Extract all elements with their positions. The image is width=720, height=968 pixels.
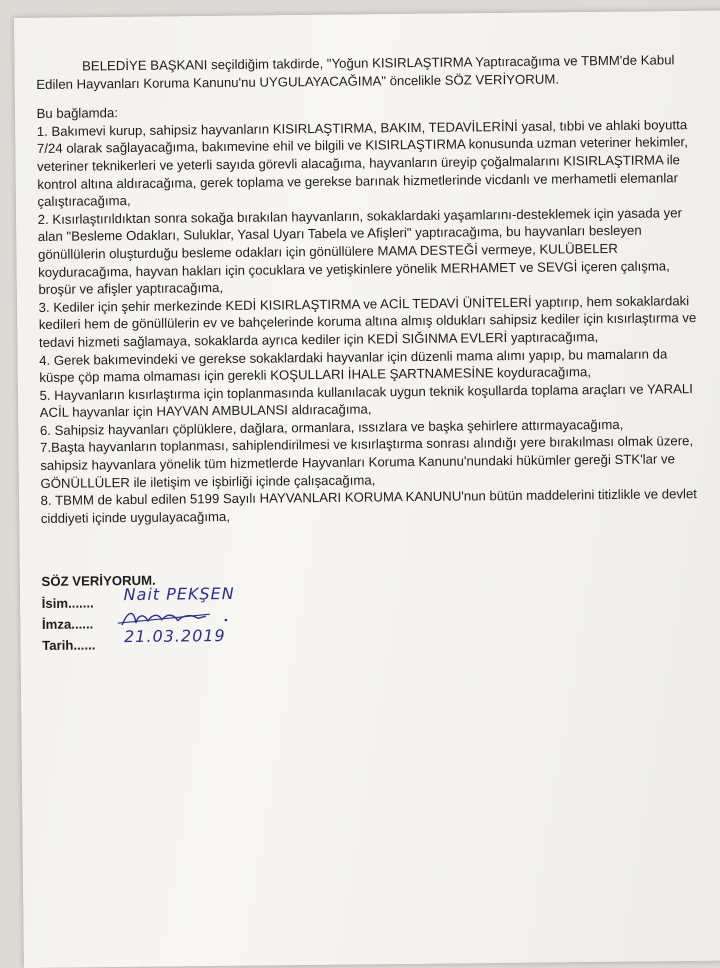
list-item-4: 4. Gerek bakımevindeki ve gerekse sokaklardaki hayvanlar için düzenli mama alımı yapıp, bu mamaların da küspe çöp mama olmaması için gerekli KOŞULLARI İHALE ŞARTNAMESİNE koyduracağıma,: [39, 345, 668, 386]
list-item-7: 7.Başta hayvanların toplanması, sahiplendirilmesi ve kısırlaştırma sonrası alındığı yere bırakılması olmak üzere, sahipsiz hayvanlara yönelik tüm hizmetlerde Hayvanları Koruma Kanunu'nundaki hükümler gereği STK'lar ve GÖNÜLLÜLER ile iletişim ve işbirliği içinde çalışacağıma,: [40, 433, 694, 491]
list-item-5: 5. Hayvanların kısırlaştırma için toplanmasında kullanılacak uygun teknik koşullarda toplama araçları ve YARALI ACİL hayvanlar için HAYVAN AMBULANSI aldıracağıma,: [39, 380, 693, 421]
date-handwritten: 21.03.2019: [123, 626, 226, 647]
list-item-8: 8. TBMM de kabul edilen 5199 Sayılı HAYVANLARI KORUMA KANUNU'nun bütün maddelerini titizlikle ve devlet ciddiyeti içinde uygulayacağıma,: [40, 486, 698, 526]
name-label: İsim.......: [41, 595, 94, 612]
list-item-2: 2. Kısırlaştırıldıktan sonra sokağa bırakılan hayvanların, sokaklardaki yaşamlarını-desteklemek için yasada yer alan "Besleme Odakları, Suluklar, Yasal Uyarı Tabela ve Afişleri" yaptıracağıma, bu hayvanları besleyen gönüllülerin oluşturduğu besleme odakları için gönüllülere MAMA DESTEĞİ vermeye, KULÜBELER koyduracağıma, hayvan hakları için çocuklara ve yetişkinlere yönelik MERHAMET ve SEVGİ içeren çalışma, broşür ve afişler yaptıracağıma,: [37, 204, 683, 298]
document-body: [36, 51, 702, 658]
list-item-3: 3. Kediler için şehir merkezinde KEDİ KISIRLAŞTIRMA ve ACİL TEDAVİ ÜNİTELERİ yaptırıp, hem sokaklardaki kedileri hem de gönüllülerin ev ve bahçelerinde koruma altına almış oldukları sahipsiz kediler için kısırlaştırma ve tedavi hizmeti sağlamaya, sokaklarda ayrıca kediler için KEDİ SIĞINMA EVLERİ yaptıracağıma,: [38, 292, 697, 350]
signature-label: İmza......: [41, 616, 94, 632]
list-item-6: 6. Sahipsiz hayvanları çöplüklere, dağlara, ormanlara, ıssızlara ve başka şehirlere attırmayacağıma,: [39, 416, 624, 438]
name-handwritten: Nait PEKŞEN: [123, 583, 235, 605]
date-label: Tarih......: [42, 637, 96, 653]
intro-paragraph: BELEDİYE BAŞKANI seçildiğim takdirde, "Yoğun KISIRLAŞTIRMA Yaptıracağıma ve TBMM'de Kabul Edilen Hayvanları Koruma Kanunu'nu UYGULAYACAĞIMA" öncelikle SÖZ VERİYORUM.: [36, 52, 675, 92]
promise-heading: SÖZ VERİYORUM.: [41, 573, 156, 590]
list-item-1: 1. Bakımevi kurup, sahipsiz hayvanların KISIRLAŞTIRMA, BAKIM, TEDAVİLERİNİ yasal, tıbbi ve ahlaki boyutta 7/24 olarak sağlayacağıma, bakımevine ehil ve bilgili ve KISIRLAŞTIRMA konusunda uzman veteriner hekimler, veteriner teknikerleri ve yeterli sayıda görevli alacağıma, hayvanların üreyip çoğalmalarını KISIRLAŞTIRMA ile kontrol altına aldıracağıma, gerek toplama ve gerekse barınak hizmetlerinde vicdanlı ve merhametli elemanlar çalıştıracağıma,: [36, 116, 688, 210]
lead-line: Bu bağlamda:: [36, 105, 119, 122]
